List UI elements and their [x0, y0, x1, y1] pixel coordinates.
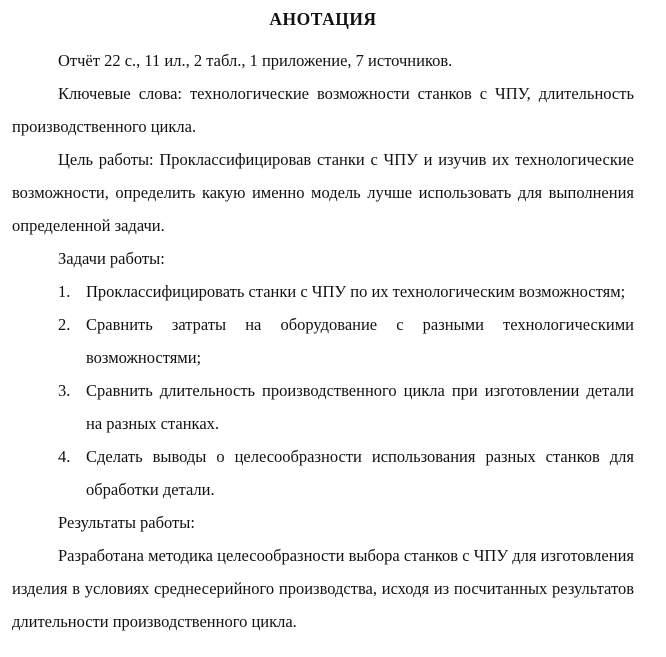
- task-item: [12, 275, 634, 308]
- summary-paragraph: Отчёт 22 с., 11 ил., 2 табл., 1 приложение, 7 источников.: [58, 51, 453, 70]
- task-number: 1.: [58, 282, 71, 301]
- task-text: Сделать выводы о целесообразности использования разных станков для обработки детали.: [86, 447, 634, 499]
- task-text: Проклассифицировать станки с ЧПУ по их технологическим возможностям;: [86, 282, 626, 301]
- task-number: 3.: [58, 381, 71, 400]
- task-number: 4.: [58, 447, 71, 466]
- task-item: [12, 374, 634, 440]
- tasks-heading: Задачи работы:: [58, 249, 165, 268]
- keywords-paragraph: Ключевые слова: технологические возможности станков с ЧПУ, длительность производственного цикла.: [12, 84, 634, 136]
- tasks-list: [12, 275, 634, 506]
- goal-paragraph: Цель работы: Проклассифицировав станки с ЧПУ и изучив их технологические возможности, определить какую именно модель лучше использовать для выполнения определенной задачи.: [12, 150, 634, 235]
- document-page: [12, 8, 634, 638]
- task-text: Сравнить длительность производственного цикла при изготовлении детали на разных станках.: [86, 381, 634, 433]
- task-text: Сравнить затраты на оборудование с разными технологическими возможностями;: [86, 315, 634, 367]
- task-number: 2.: [58, 315, 71, 334]
- document-title: АНОТАЦИЯ: [269, 9, 377, 29]
- task-item: [12, 308, 634, 374]
- task-item: [12, 440, 634, 506]
- results-heading: Результаты работы:: [58, 513, 195, 532]
- results-paragraph: Разработана методика целесообразности выбора станков с ЧПУ для изготовления изделия в условиях среднесерийного производства, исходя из посчитанных результатов длительности производственного цикла.: [12, 546, 634, 631]
